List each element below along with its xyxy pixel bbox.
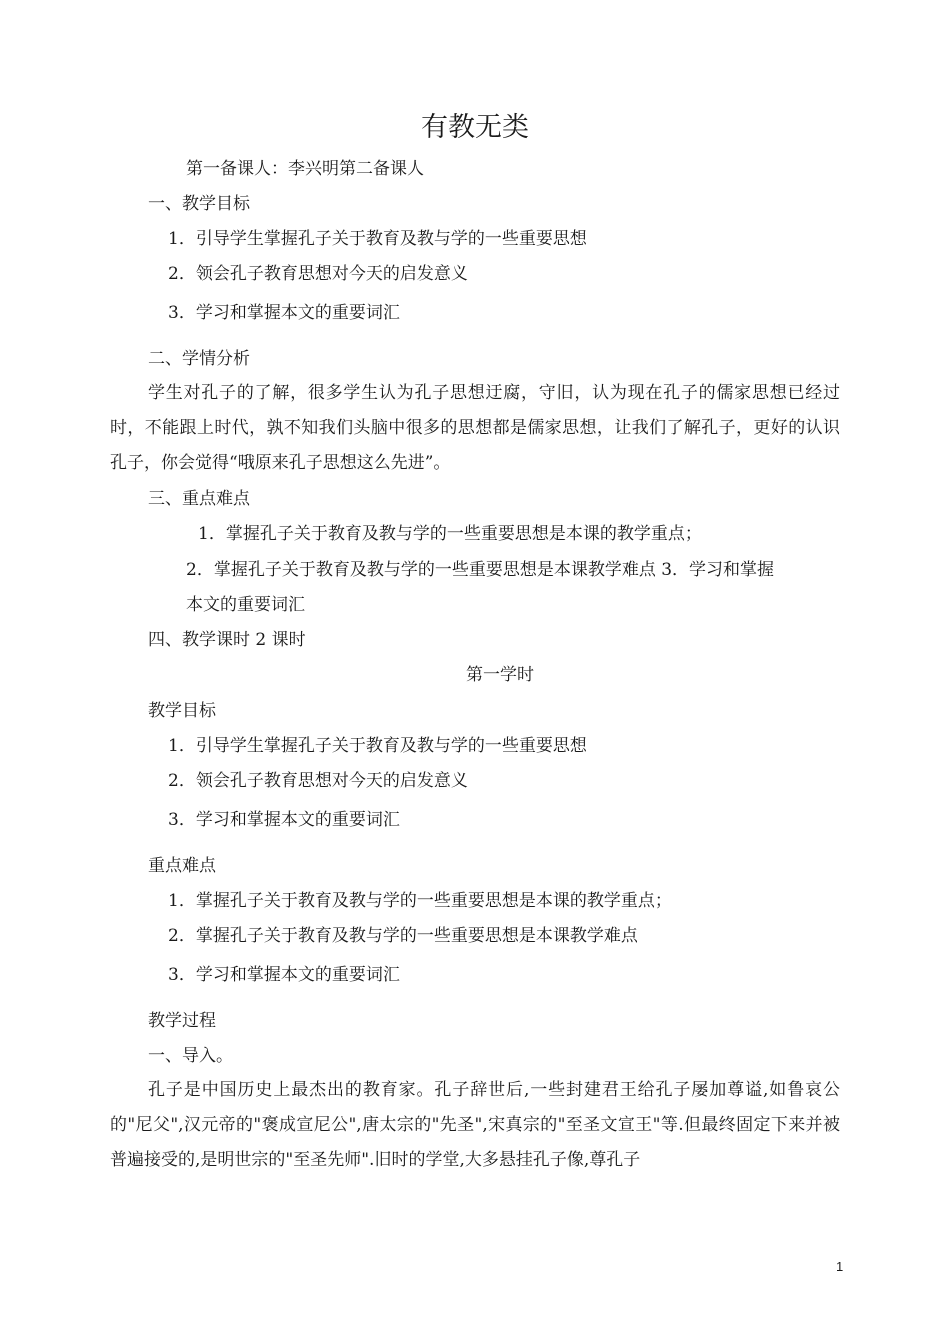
lesson-goal-item: 1．引导学生掌握孔子关于教育及教与学的一些重要思想 [168, 736, 587, 756]
lesson-goals-heading: 教学目标 [148, 701, 216, 721]
intro-paragraph: 孔子是中国历史上最杰出的教育家。孔子辞世后,一些封建君王给孔子屡加尊谥,如鲁哀公的"尼父",汉元帝的"褒成宣尼公",唐太宗的"先圣",宋真宗的"至圣文宣王"等.但最终固定下来并被普遍接受的,是明世宗的"至圣先师".旧时的学堂,大多悬挂孔子像,尊孔子 [110, 1080, 840, 1170]
lesson-goal-item: 3．学习和掌握本文的重要词汇 [168, 810, 400, 830]
section-heading-goals: 一、教学目标 [148, 194, 250, 214]
lesson-goal-item: 2．领会孔子教育思想对今天的启发意义 [168, 771, 468, 791]
goal-item: 1．引导学生掌握孔子关于教育及教与学的一些重要思想 [168, 229, 587, 249]
keypoint-item-continued: 本文的重要词汇 [186, 595, 305, 615]
section-heading-keypoints: 三、重点难点 [148, 489, 250, 509]
intro-heading: 一、导入。 [148, 1046, 233, 1066]
process-heading: 教学过程 [148, 1011, 216, 1031]
lesson-title: 第一学时 [466, 665, 534, 685]
section-heading-analysis: 二、学情分析 [148, 349, 250, 369]
analysis-paragraph: 学生对孔子的了解，很多学生认为孔子思想迂腐，守旧，认为现在孔子的儒家思想已经过时，不能跟上时代，孰不知我们头脑中很多的思想都是儒家思想，让我们了解孔子，更好的认识孔子，你会觉得“哦原来孔子思想这么先进”。 [110, 383, 840, 473]
document-title: 有教无类 [421, 112, 529, 143]
keypoint-item: 2．掌握孔子关于教育及教与学的一些重要思想是本课教学难点 3．学习和掌握 [186, 560, 775, 580]
lesson-key-item: 2．掌握孔子关于教育及教与学的一些重要思想是本课教学难点 [168, 926, 638, 946]
section-heading-periods: 四、教学课时 2 课时 [148, 630, 306, 650]
goal-item: 2．领会孔子教育思想对今天的启发意义 [168, 264, 468, 284]
page-number: 1 [836, 1259, 844, 1274]
lesson-key-item: 1．掌握孔子关于教育及教与学的一些重要思想是本课的教学重点； [168, 891, 672, 911]
goal-item: 3．学习和掌握本文的重要词汇 [168, 303, 400, 323]
lesson-key-heading: 重点难点 [148, 856, 216, 876]
preparers-line: 第一备课人：李兴明第二备课人 [186, 159, 424, 179]
lesson-key-item: 3．学习和掌握本文的重要词汇 [168, 965, 400, 985]
keypoint-item: 1．掌握孔子关于教育及教与学的一些重要思想是本课的教学重点； [198, 524, 702, 544]
